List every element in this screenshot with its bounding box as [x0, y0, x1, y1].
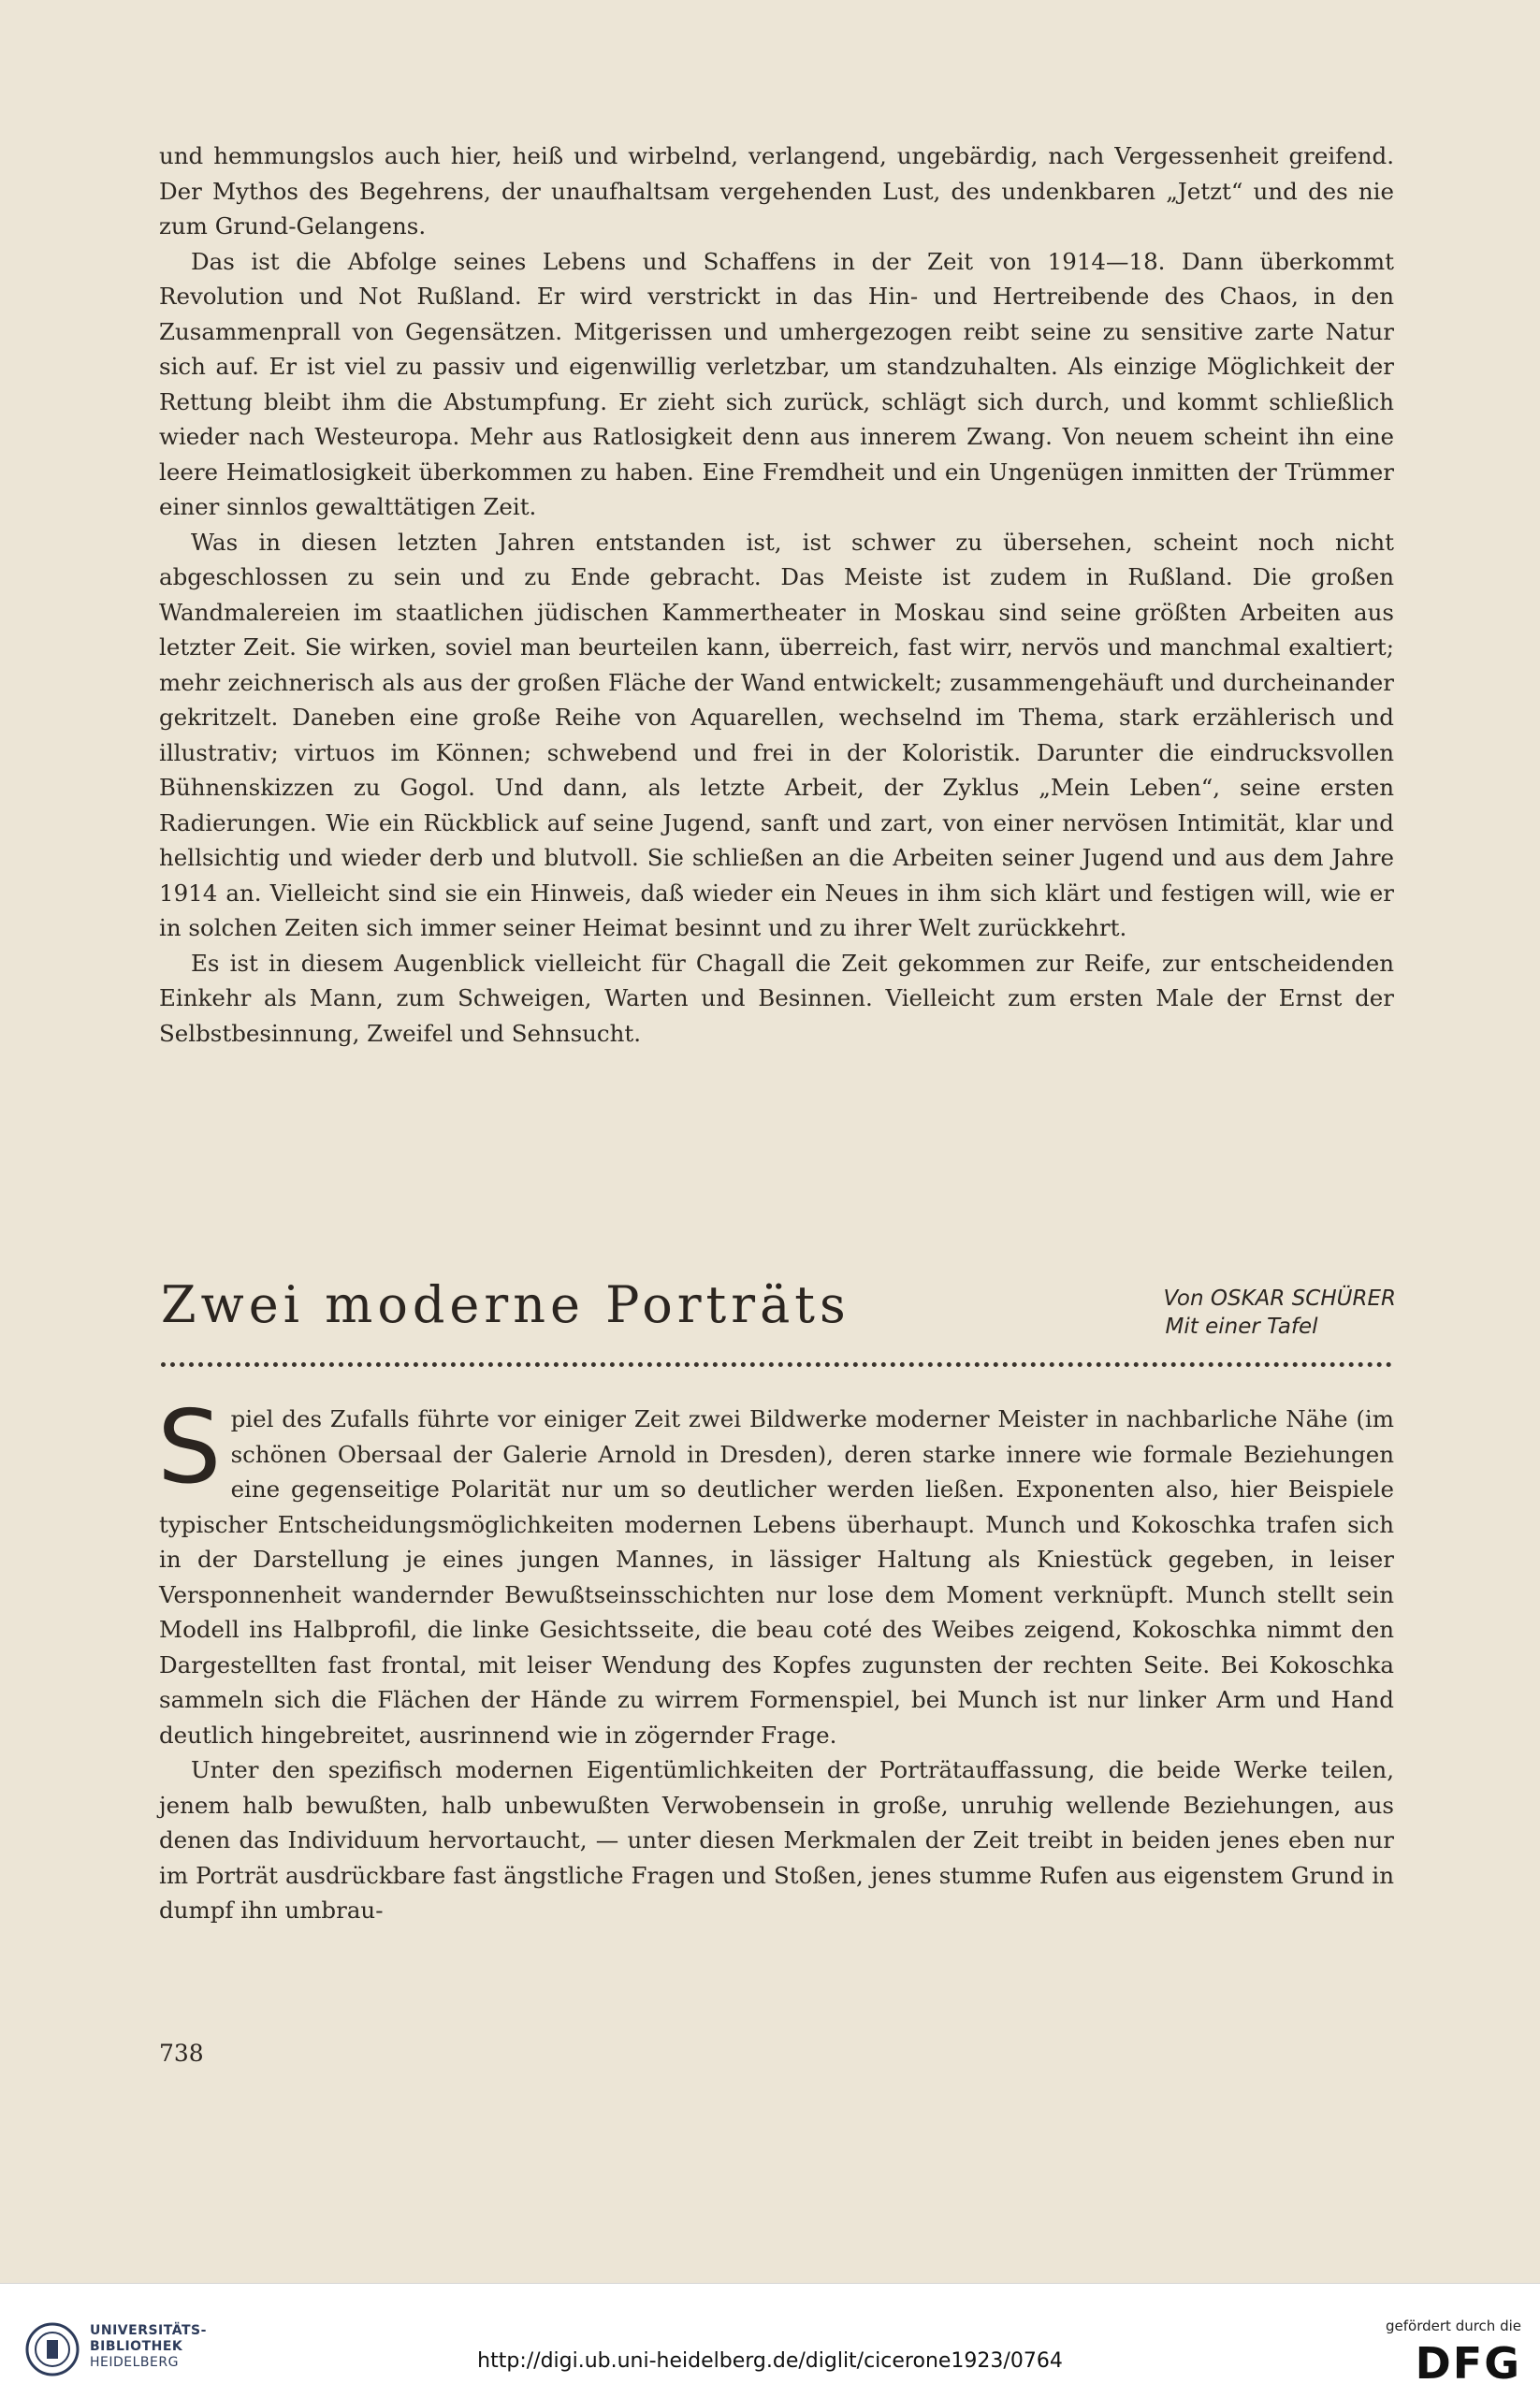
library-line: HEIDELBERG	[90, 2355, 179, 2370]
page-number: 738	[159, 2040, 204, 2067]
paragraph: Das ist die Abfolge seines Lebens und Schaffens in der Zeit von 1914—18. Dann überkommt Revolution und Not Rußland. Er wird verstrickt in das Hin- und Hertreibende des Chaos, in den Zusammenprall von Gegensätzen. Mitgerissen und umhergezogen reibt seine zu sensitive zarte Natur sich auf. Er ist viel zu passiv und eigenwillig verletzbar, um standzuhalten. Als einzige Möglichkeit der Rettung bleibt ihm die Abstumpfung. Er zieht sich zurück, schlägt sich durch, und kommt schließlich wieder nach Westeuropa. Mehr aus Ratlosigkeit denn aus innerem Zwang. Von neuem scheint ihn eine leere Heimatlosigkeit überkommen zu haben. Eine Fremdheit und ein Ungenügen inmitten der Trümmer einer sinnlos gewalttätigen Zeit.	[159, 247, 1394, 520]
article-header	[161, 1275, 1396, 1359]
article-byline	[1164, 1285, 1396, 1341]
paragraph: Es ist in diesem Augenblick vielleicht für Chagall die Zeit gekommen zur Reife, zur entscheidenden Einkehr als Mann, zum Schweigen, Warten und Besinnen. Vielleicht zum ersten Male der Ernst der Selbstbesinnung, Zweifel und Sehnsucht.	[159, 949, 1394, 1047]
library-line: BIBLIOTHEK	[90, 2339, 183, 2354]
article-title: Zwei moderne Porträts	[161, 1275, 850, 1334]
paragraph-text: piel des Zufalls führte vor einiger Zeit zwei Bildwerke moderner Meister in nachbarliche Nähe (im schönen Obersaal der Galerie Arnold in Dresden), deren starke innere wie formale Beziehungen eine gegenseitige Polarität nur um so deutlicher werden ließen. Exponenten also, hier Beispiele typischer Entscheidungsmöglichkeiten modernen Lebens überhaupt. Munch und Kokoschka trafen sich in der Darstellung je eines jungen Mannes, in lässiger Haltung als Kniestück gegeben, in leiser Versponnenheit wandernder Bewußtseinsschichten nur lose dem Moment verknüpft. Munch stellt sein Modell ins Halbprofil, die linke Gesichtsseite, die beau coté des Weibes zeigend, Kokoschka nimmt den Dargestellten fast frontal, mit leiser Wendung des Kopfes zugunsten der rechten Seite. Bei Kokoschka sammeln sich die Flächen der Hände zu wirrem Formenspiel, bei Munch ist nur linker Arm und Hand deutlich hingebreitet, ausrinnend wie in zögernder Frage.	[159, 1405, 1394, 1749]
library-line: UNIVERSITÄTS-	[90, 2323, 207, 2338]
digitization-footer	[0, 2283, 1540, 2398]
dotted-divider	[161, 1362, 1392, 1373]
paragraph: Was in diesen letzten Jahren entstanden ist, ist schwer zu übersehen, scheint noch nicht abgeschlossen zu sein und zu Ende gebracht. Das Meiste ist zudem in Rußland. Die großen Wandmalereien im staatlichen jüdischen Kammertheater in Moskau sind seine größten Arbeiten aus letzter Zeit. Sie wirken, soviel man beurteilen kann, überreich, fast wirr, nervös und manchmal exaltiert; mehr zeichnerisch als aus der großen Fläche der Wand entwickelt; zusammengehäuft und durcheinander gekritzelt. Daneben eine große Reihe von Aquarellen, wechselnd im Thema, stark erzählerisch und illustrativ; virtuos im Können; schwebend und frei in der Koloristik. Darunter die eindrucksvollen Bühnenskizzen zu Gogol. Und dann, als letzte Arbeit, der Zyklus „Mein Leben“, seine ersten Radierungen. Wie ein Rückblick auf seine Jugend, sanft und zart, von einer nervösen Intimität, klar und hellsichtig und wieder derb und blutvoll. Sie schließen an die Arbeiten seiner Jugend und aus dem Jahre 1914 an. Vielleicht sind sie ein Hinweis, daß wieder ein Neues in ihm sich klärt und festigen will, wie er in solchen Zeiten sich immer seiner Heimat besinnt und zu ihrer Welt zurückkehrt.	[159, 528, 1394, 941]
funding-note: gefördert durch die	[1386, 2318, 1521, 2334]
article-body	[157, 1389, 1394, 1928]
permalink-url[interactable]: http://digi.ub.uni-heidelberg.de/diglit/cicerone1923/0764	[477, 2349, 1063, 2373]
plate-note: Mit einer Tafel	[1165, 1315, 1318, 1339]
paragraph: und hemmungslos auch hier, heiß und wirbelnd, verlangend, ungebärdig, nach Vergessenheit greifend. Der Mythos des Begehrens, der unaufhaltsam vergehenden Lust, des undenkbaren „Jetzt“ und des nie zum Grund-Gelangens.	[159, 142, 1394, 240]
drop-cap: S	[157, 1389, 222, 1506]
dfg-logo: DFG	[1415, 2338, 1521, 2389]
author-line: Von OSKAR SCHÜRER	[1163, 1286, 1396, 1311]
paragraph: Unter den spezifisch modernen Eigentümlichkeiten der Porträtauffassung, die beide Werke teilen, jenem halb bewußten, halb unbewußten Verwobensein in große, unruhig wellende Beziehungen, aus denen das Individuum hervortaucht, — unter diesen Merkmalen der Zeit treibt in beiden jenes eben nur im Porträt ausdrückbare fast ängstliche Fragen und Stoßen, jenes stumme Rufen aus eigenstem Grund in dumpf ihn umbrau-	[159, 1756, 1394, 1924]
continued-article-text	[159, 138, 1394, 1051]
paragraph	[157, 1389, 1394, 1752]
